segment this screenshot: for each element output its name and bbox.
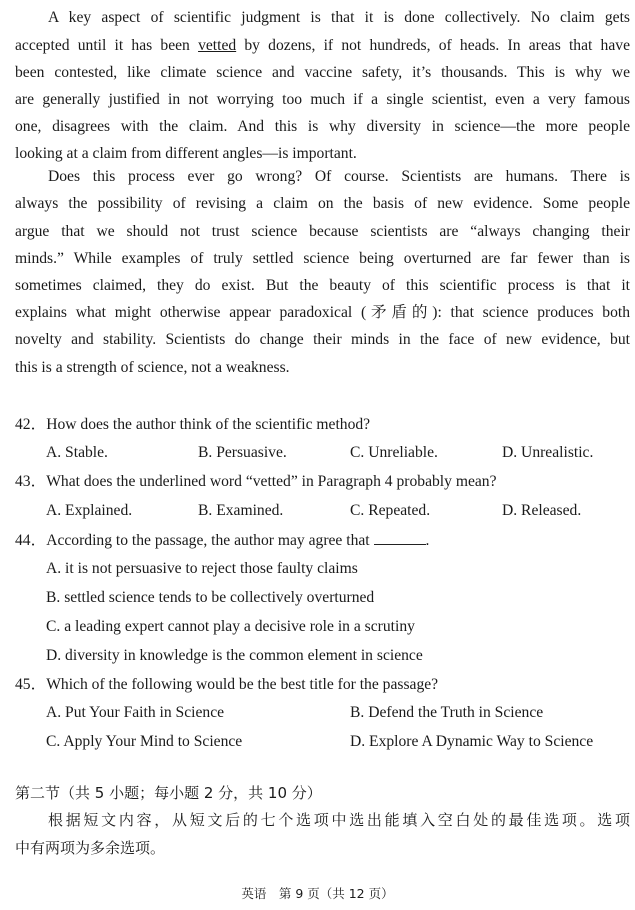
section-heading: 第二节（共 5 小题；每小题 2 分，共 10 分） [15,784,322,802]
option-b: B. Persuasive. [198,444,287,461]
option-d: D. Released. [502,502,582,519]
option-d: D. diversity in knowledge is the common element in science [46,647,423,664]
text-line: Does this process ever go wrong? Of course. Scientists are humans. There is [48,168,630,185]
option-c: C. Unreliable. [350,444,438,461]
option-a: A. Put Your Faith in Science [46,704,225,721]
text-span: accepted until it has been [15,37,199,54]
option-b: B. settled science tends to be collectively overturned [46,589,375,606]
question-stem [15,530,630,551]
text-span: by dozens, if not hundreds, of heads. In areas that have [236,37,630,54]
option-c: C. a leading expert cannot play a decisive role in a scrutiny [46,618,415,635]
option-a: A. Explained. [46,502,133,519]
text-line: looking at a claim from different angles—is important. [15,145,357,162]
question-stem: 42．How does the author think of the scientific method? [15,416,371,433]
section-instruction: 根据短文内容，从短文后的七个选项中选出能填入空白处的最佳选项。选项 [48,811,630,829]
text-line: minds.” While examples of truly settled science being overturned are far fewer than is [15,250,630,267]
text-line: explains what might otherwise appear paradoxical (矛盾的): that science produces both [15,304,630,321]
text-line: always the possibility of revising a claim on the basis of new evidence. Some people [15,195,630,212]
page-footer: 英语 第 9 页（共 12 页） [241,886,394,901]
text-line: been contested, like climate science and vaccine safety, it’s thousands. This is why we [15,64,630,81]
stem-end: . [425,532,430,549]
text-line: this is a strength of science, not a weakness. [15,359,290,376]
question-stem: 43．What does the underlined word “vetted” in Paragraph 4 probably mean? [15,473,497,490]
option-a: A. it is not persuasive to reject those faulty claims [46,560,358,577]
text-line: novelty and stability. Scientists do change their minds in the face of new evidence, but [15,331,630,348]
section-instruction: 中有两项为多余选项。 [15,839,166,857]
text-line: one, disagrees with the claim. And this is why diversity in science—the more people [15,118,630,135]
option-c: C. Repeated. [350,502,431,519]
text-line: are generally justified in not worrying too much if a single scientist, even a very famous [15,91,630,108]
underlined-word-vetted: vetted [198,37,237,54]
answer-blank [374,530,426,545]
stem-text: 44．According to the passage, the author may agree that [15,532,370,549]
text-line: A key aspect of scientific judgment is that it is done collectively. No claim gets [48,9,630,26]
text-line [15,36,630,56]
option-d: D. Unrealistic. [502,444,594,461]
option-b: B. Examined. [198,502,284,519]
option-b: B. Defend the Truth in Science [350,704,544,721]
text-line: sometimes claimed, they do exist. But the beauty of this scientific process is that it [15,277,630,294]
text-line: argue that we should not trust science because scientists are “always changing their [15,223,630,240]
option-c: C. Apply Your Mind to Science [46,733,243,750]
question-stem: 45．Which of the following would be the best title for the passage? [15,676,439,693]
option-a: A. Stable. [46,444,108,461]
option-d: D. Explore A Dynamic Way to Science [350,733,594,750]
